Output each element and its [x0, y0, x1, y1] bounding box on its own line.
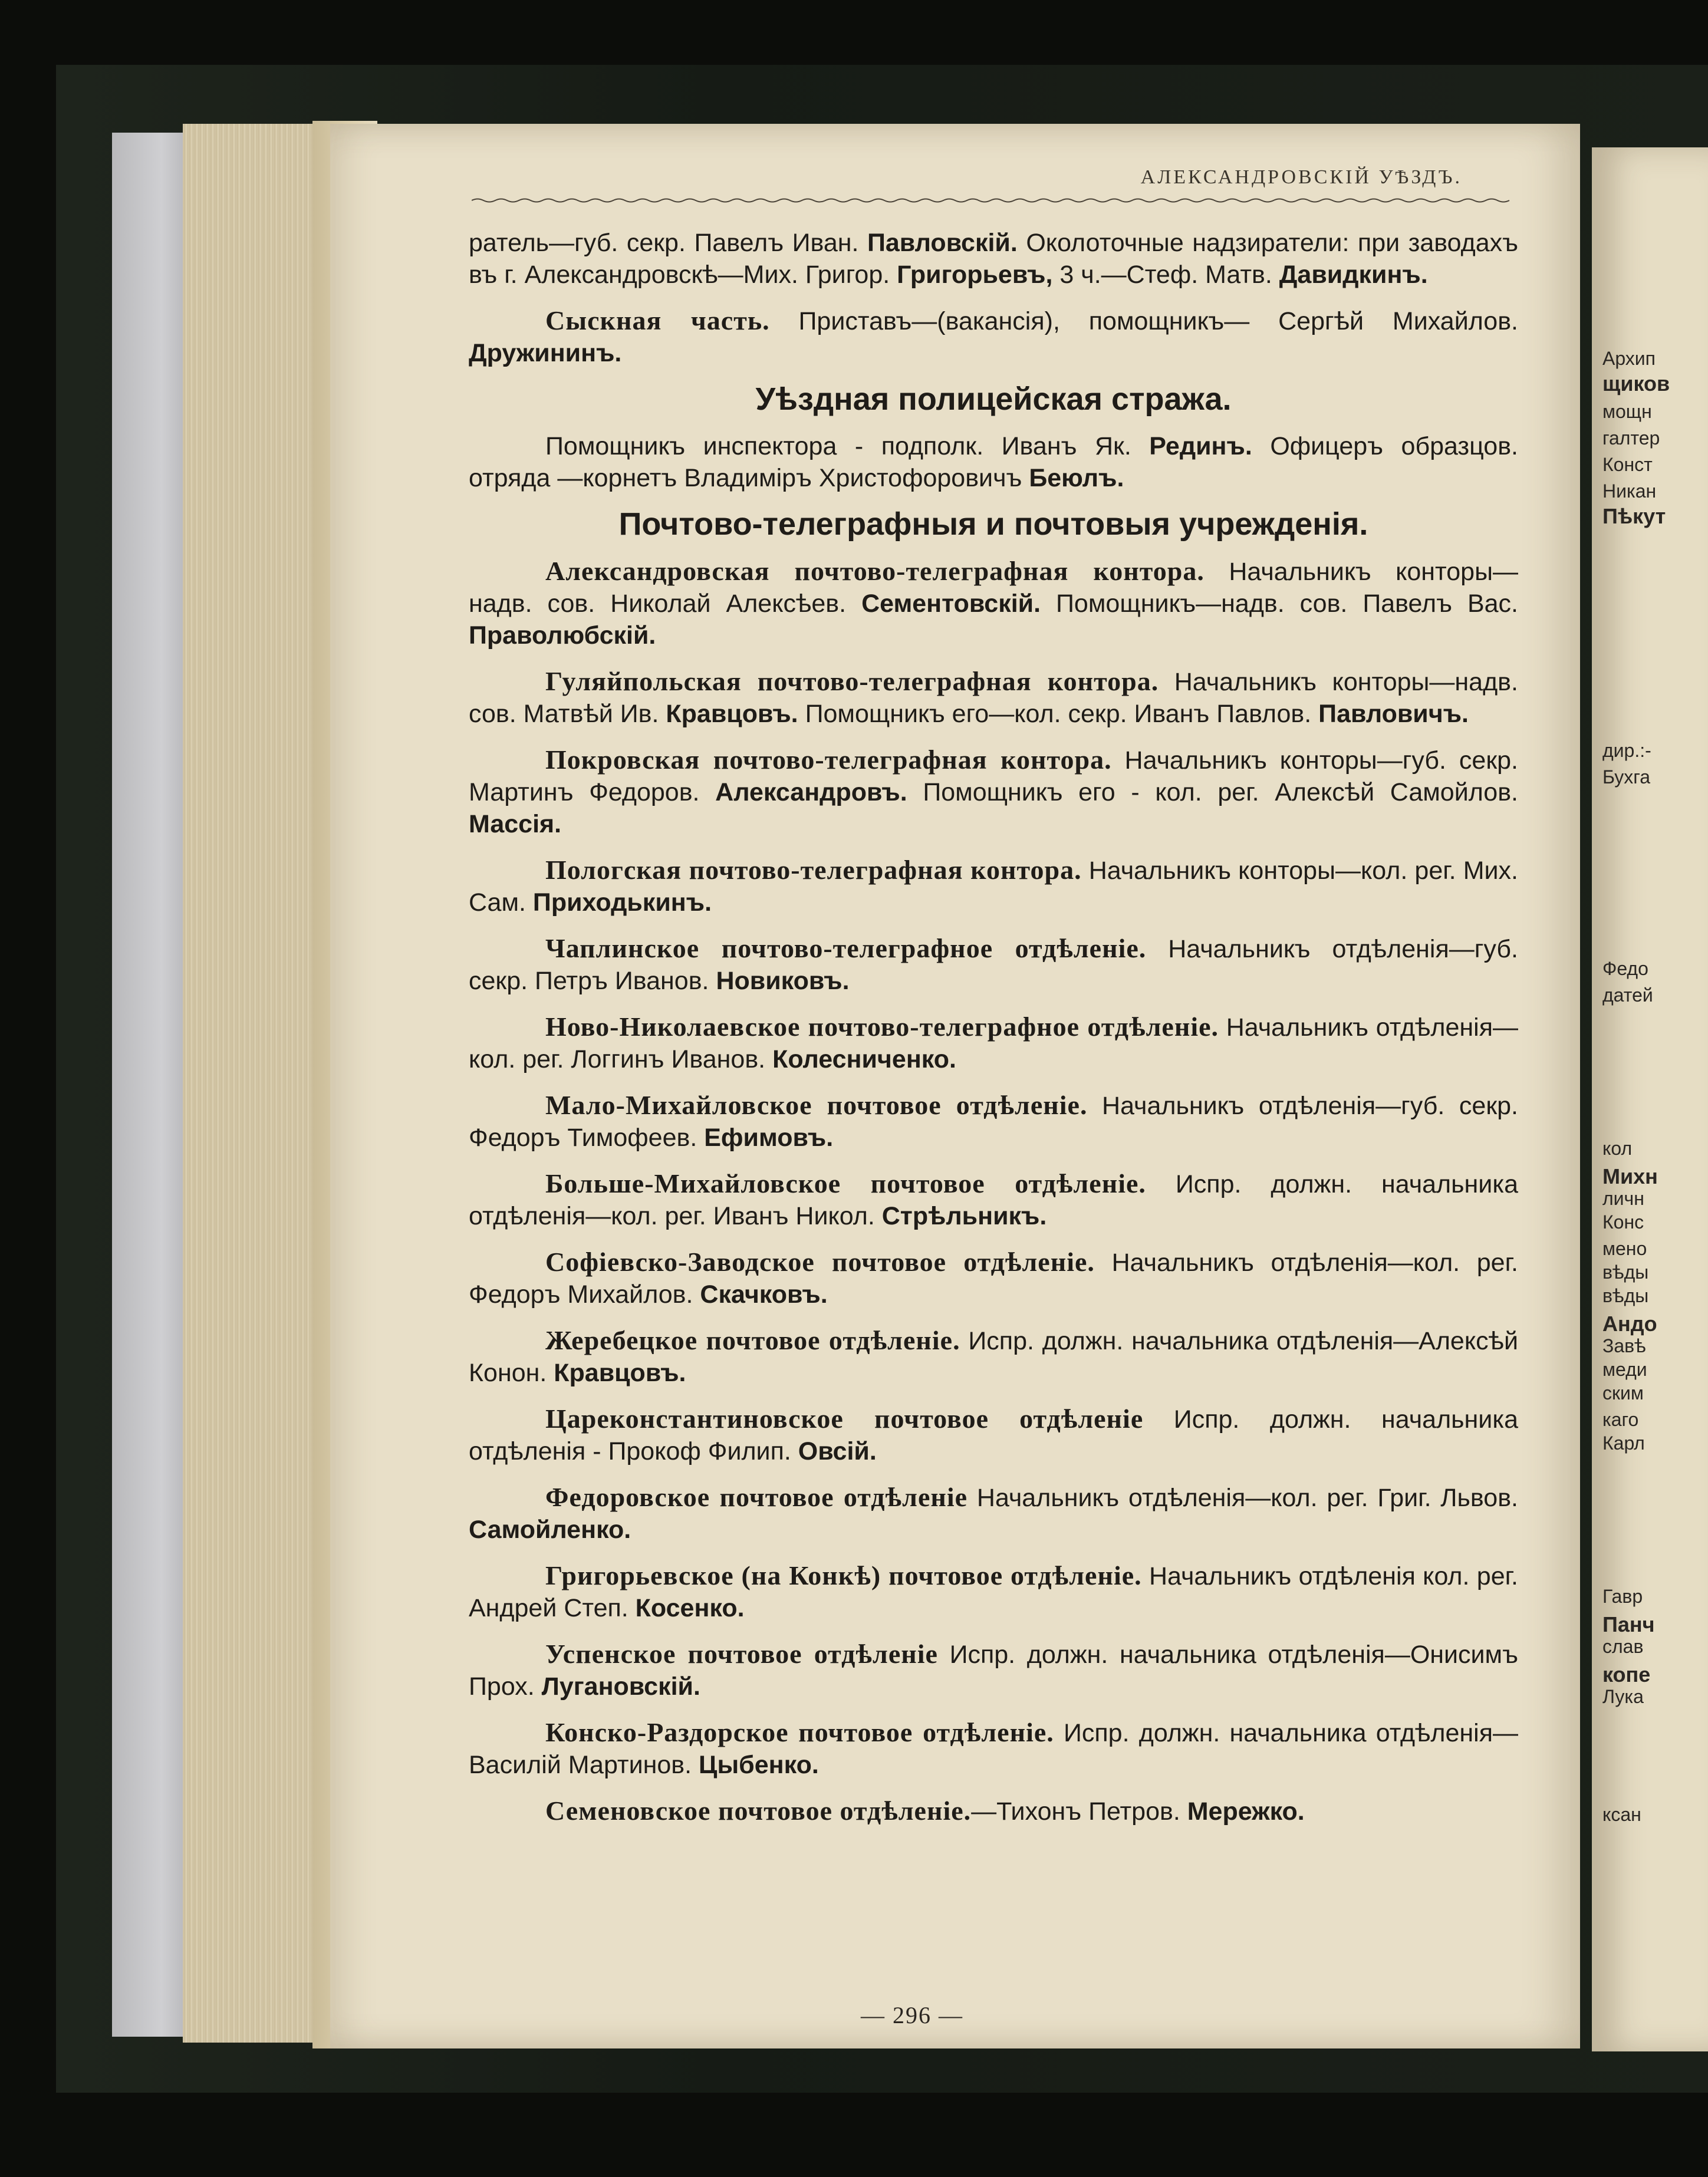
- entry-title: Григорьевское (на Конкѣ) почтовое отдѣленіе.: [545, 1560, 1142, 1590]
- entry-paragraph: [469, 1325, 1518, 1389]
- entry-title: Мало-Михайловское почтовое отдѣленіе.: [545, 1090, 1088, 1120]
- surname: Цыбенко.: [699, 1751, 819, 1779]
- fragment-line: галтер: [1602, 427, 1660, 449]
- surname: Праволюбскій.: [469, 621, 656, 650]
- entry-title: Пологская почтово-телеграфная контора.: [545, 855, 1082, 885]
- entry-paragraph: [469, 1560, 1518, 1624]
- surname: Стрѣльникъ.: [881, 1202, 1047, 1230]
- entry-title: Цареконстантиновское почтовое отдѣленіе: [545, 1404, 1144, 1434]
- entry-text: Начальникъ отдѣленія—губ. секр. Федоръ Тимофеев.: [469, 1092, 1518, 1152]
- entry-title: Ново-Николаевское почтово-телеграфное отдѣленіе.: [545, 1012, 1219, 1042]
- fragment-line: Архип: [1602, 348, 1656, 369]
- running-head: АЛЕКСАНДРОВСКІЙ УѢЗДЪ.: [1140, 166, 1462, 188]
- entry-text: Начальникъ отдѣленія—губ. секр. Петръ Иванов.: [469, 935, 1518, 995]
- entry-paragraph: [469, 1717, 1518, 1781]
- entry-text: Начальникъ конторы—кол. рег. Мих. Сам.: [469, 857, 1518, 917]
- entry-paragraph: [469, 305, 1518, 369]
- body-text: [469, 227, 1518, 1842]
- surname: Кравцовъ.: [666, 700, 798, 728]
- surname: Беюлъ.: [1029, 464, 1124, 492]
- entry-paragraph: [469, 666, 1518, 730]
- entry-text: Испр. должн. начальника отдѣленія—Онисимъ Прох.: [469, 1641, 1518, 1701]
- fragment-line: мено: [1602, 1238, 1647, 1259]
- entry-text: Начальникъ отдѣленія—кол. рег. Логгинъ Иванов.: [469, 1013, 1519, 1073]
- entry-paragraph: [469, 1638, 1518, 1702]
- entry-title: Александровская почтово-телеграфная контора.: [545, 556, 1205, 586]
- entry-text: Помощникъ его—кол. секр. Иванъ Павлов.: [798, 700, 1319, 728]
- entry-paragraph: [469, 1089, 1518, 1154]
- fragment-line: Конс: [1602, 1211, 1644, 1233]
- entry-paragraph: [469, 933, 1518, 997]
- entry-text: Начальникъ отдѣленія—кол. рег. Григ. Львов.: [967, 1484, 1518, 1512]
- entry-text: Приставъ—(вакансія), помощникъ— Сергѣй Михайлов.: [769, 307, 1518, 335]
- fragment-line: меди: [1602, 1359, 1647, 1380]
- entry-paragraph: [469, 430, 1518, 494]
- fragment-line: Конст: [1602, 454, 1653, 475]
- fragment-line: вѣды: [1602, 1285, 1649, 1306]
- surname: Дружининъ.: [469, 339, 622, 367]
- surname: Скачковъ.: [700, 1280, 828, 1309]
- surname: Косенко.: [635, 1594, 745, 1622]
- section-heading: [469, 508, 1518, 540]
- fragment-line: кол: [1602, 1138, 1633, 1159]
- entry-title: Успенское почтовое отдѣленіе: [545, 1639, 938, 1669]
- entry-text: Помощникъ его - кол. рег. Алексѣй Самойлов.: [907, 778, 1519, 806]
- fragment-line: Лука: [1602, 1686, 1644, 1707]
- section-heading: [469, 383, 1518, 415]
- surname: Давидкинъ.: [1279, 261, 1428, 289]
- surname: Мережко.: [1187, 1797, 1305, 1826]
- entry-text: Начальникъ отдѣленія кол. рег. Андрей Степ.: [469, 1562, 1518, 1622]
- entry-text: Испр. должн. начальника отдѣленія—Василій Мартинов.: [469, 1719, 1518, 1779]
- entry-text: Испр. должн. начальника отдѣленія - Прокоф Филип.: [469, 1405, 1518, 1465]
- entry-text: ратель—губ. секр. Павелъ Иван.: [469, 229, 867, 257]
- fragment-line: Завѣ: [1602, 1335, 1646, 1356]
- surname: Кравцовъ.: [554, 1359, 686, 1387]
- fragment-line: Пѣкут: [1602, 504, 1666, 528]
- entry-text: —Тихонъ Петров.: [971, 1797, 1187, 1826]
- fragment-line: Михн: [1602, 1164, 1658, 1188]
- fragment-line: датей: [1602, 984, 1653, 1006]
- entry-text: Испр. должн. начальника отдѣленія—Алексѣй Конон.: [469, 1327, 1519, 1387]
- entry-paragraph: [469, 854, 1518, 918]
- entry-title: Конско-Раздорское почтовое отдѣленіе.: [545, 1717, 1054, 1747]
- fragment-line: личн: [1602, 1188, 1644, 1209]
- surname: Ефимовъ.: [704, 1124, 834, 1152]
- fragment-line: Бухга: [1602, 766, 1651, 788]
- entry-text: Уѣздная полицейская стража.: [755, 381, 1232, 417]
- fragment-line: мощн: [1602, 401, 1652, 422]
- entry-paragraph: [469, 1481, 1518, 1546]
- fragment-line: щиков: [1602, 371, 1670, 396]
- entry-paragraph: [469, 1246, 1518, 1310]
- fragment-line: копе: [1602, 1662, 1651, 1687]
- entry-paragraph: [469, 1011, 1518, 1075]
- surname: Массія.: [469, 810, 562, 838]
- surname: Новиковъ.: [716, 967, 850, 995]
- entry-title: Жеребецкое почтовое отдѣленіе.: [545, 1325, 960, 1355]
- entry-text: Начальникъ конторы—губ. секр. Мартинъ Федоров.: [469, 746, 1518, 806]
- entry-text: 3 ч.—Стеф. Матв.: [1052, 261, 1279, 289]
- entry-title: Сыскная часть.: [545, 305, 770, 335]
- fragment-line: Панч: [1602, 1612, 1655, 1636]
- surname: Приходькинъ.: [532, 888, 712, 917]
- entry-text: Начальникъ конторы—надв. сов. Матвѣй Ив.: [469, 668, 1518, 728]
- entry-paragraph: [469, 227, 1518, 291]
- surname: Колесниченко.: [772, 1045, 956, 1073]
- entry-title: Софіевско-Заводское почтовое отдѣленіе.: [545, 1247, 1095, 1277]
- fragment-line: Федо: [1602, 958, 1648, 979]
- entry-text: Околоточные надзиратели: при заводахъ въ г. Александровскѣ—Мих. Григор.: [469, 229, 1518, 289]
- entry-paragraph: [469, 1168, 1518, 1232]
- entry-title: Покровская почтово-телеграфная контора.: [545, 745, 1112, 775]
- surname: Овсій.: [798, 1437, 877, 1465]
- entry-text: Помощникъ инспектора - подполк. Иванъ Як.: [545, 432, 1150, 460]
- entry-text: Начальникъ конторы— надв. сов. Николай Алексѣев.: [469, 558, 1518, 618]
- fragment-line: ксан: [1602, 1804, 1641, 1825]
- entry-title: Чаплинское почтово-телеграфное отдѣленіе.: [545, 933, 1147, 963]
- entry-title: Гуляйпольская почтово-телеграфная контора.: [545, 666, 1159, 696]
- right-page-fragment: [1592, 147, 1708, 2051]
- entry-title: Федоровское почтовое отдѣленіе: [545, 1482, 968, 1512]
- fragment-line: Никан: [1602, 480, 1657, 502]
- surname: Александровъ.: [715, 778, 907, 806]
- entry-paragraph: [469, 555, 1518, 651]
- surname: Лугановскій.: [541, 1672, 700, 1701]
- entry-text: Помощникъ—надв. сов. Павелъ Вас.: [1041, 589, 1519, 618]
- entry-text: Офицеръ образцов. отряда —корнетъ Владиміръ Христофоровичъ: [469, 432, 1518, 492]
- entry-paragraph: [469, 744, 1518, 840]
- board-edge: [112, 133, 195, 2037]
- surname: Сементовскій.: [861, 589, 1041, 618]
- surname: Павловскій.: [867, 229, 1018, 257]
- entry-text: Начальникъ отдѣленія—кол. рег. Федоръ Михайлов.: [469, 1249, 1518, 1309]
- entry-title: Семеновское почтовое отдѣленіе.: [545, 1796, 972, 1826]
- surname: Самойленко.: [469, 1516, 631, 1544]
- wavy-rule: [472, 197, 1515, 203]
- entry-paragraph: [469, 1403, 1518, 1467]
- fragment-line: вѣды: [1602, 1262, 1649, 1283]
- entry-text: Почтово-телеграфныя и почтовыя учрежденія.: [618, 506, 1368, 542]
- entry-title: Больше-Михайловское почтовое отдѣленіе.: [545, 1168, 1146, 1198]
- surname: Григорьевъ,: [897, 261, 1053, 289]
- fragment-line: Гавр: [1602, 1586, 1643, 1607]
- fragment-line: дир.:-: [1602, 740, 1651, 761]
- fragment-line: слав: [1602, 1636, 1644, 1657]
- page-number: — 296 —: [861, 2002, 963, 2028]
- entry-text: Испр. должн. начальника отдѣленія—кол. рег. Иванъ Никол.: [469, 1170, 1518, 1230]
- fragment-line: ским: [1602, 1382, 1644, 1404]
- fragment-line: каго: [1602, 1409, 1639, 1430]
- surname: Рединъ.: [1149, 432, 1252, 460]
- fragment-line: Карл: [1602, 1432, 1645, 1454]
- surname: Павловичъ.: [1318, 700, 1469, 728]
- entry-paragraph: [469, 1795, 1518, 1827]
- fragment-line: Андо: [1602, 1312, 1657, 1336]
